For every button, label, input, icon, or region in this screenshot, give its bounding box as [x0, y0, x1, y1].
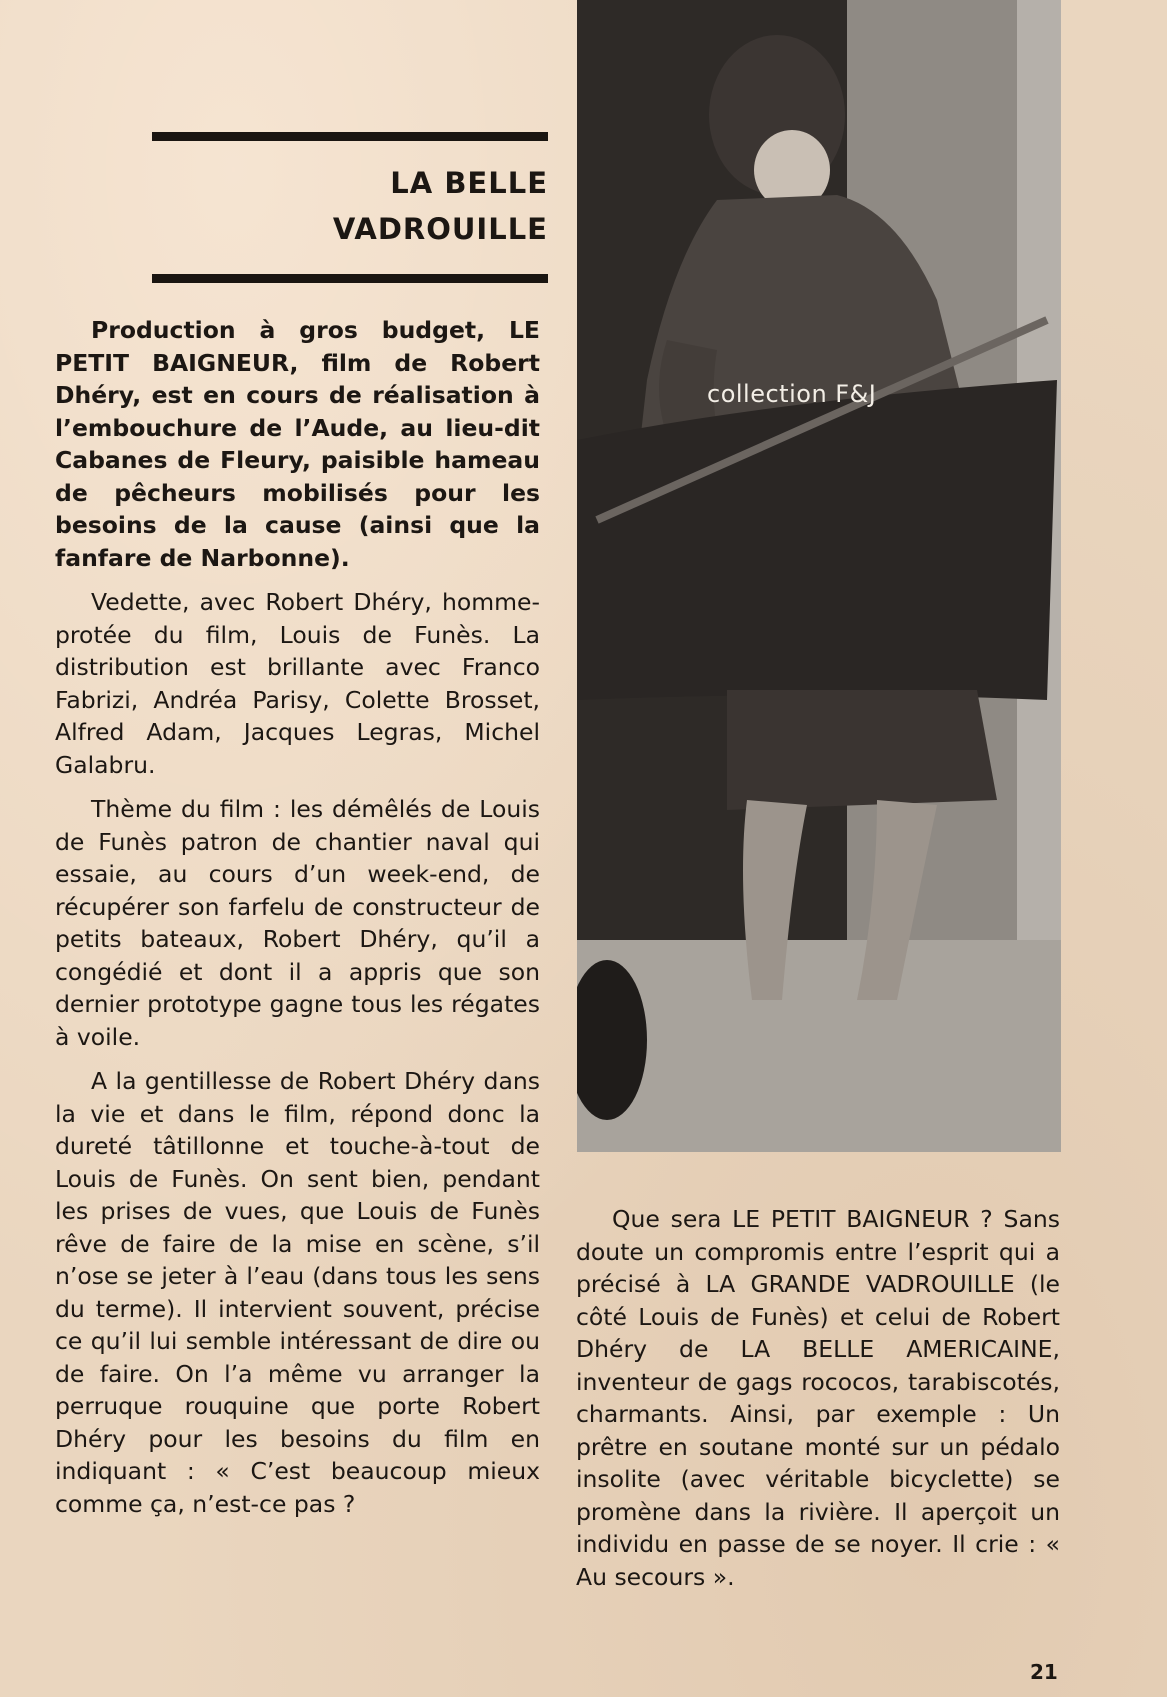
headline-rule-bottom: [152, 274, 548, 283]
headline-rule-top: [152, 132, 548, 141]
headline: [152, 160, 548, 252]
photo-illustration: [577, 0, 1061, 1152]
headline-line-2: VADROUILLE: [332, 212, 548, 246]
article-right-column: [576, 1203, 1060, 1593]
article-lead-paragraph: Production à gros budget, LE PETIT BAIGNEUR, film de Robert Dhéry, est en cours de réalisation à l’embouchure de l’Aude, au lieu-dit Cabanes de Fleury, paisible hameau de pêcheurs mobilisés pour les besoins de la cause (ainsi que la fanfare de Narbonne).: [55, 316, 540, 572]
article-left-column: [55, 314, 540, 1532]
page-number: 21: [1030, 1660, 1058, 1684]
article-paragraph: Vedette, avec Robert Dhéry, homme-protée du film, Louis de Funès. La distribution est brillante avec Franco Fabrizi, Andréa Parisy, Colette Brosset, Alfred Adam, Jacques Legras, Michel Galabru.: [55, 588, 540, 779]
film-still-photo: [577, 0, 1061, 1152]
article-paragraph: Que sera LE PETIT BAIGNEUR ? Sans doute un compromis entre l’esprit qui a précisé à LA GRANDE VADROUILLE (le côté Louis de Funès) et celui de Robert Dhéry de LA BELLE AMERICAINE, inventeur de gags rococos, tarabiscotés, charmants. Ainsi, par exemple : Un prêtre en soutane monté sur un pédalo insolite (avec véritable bicyclette) se promène dans la rivière. Il aperçoit un individu en passe de se noyer. Il crie : « Au secours ».: [576, 1205, 1060, 1591]
watermark-text: collection F&J: [707, 380, 877, 408]
article-paragraph: Thème du film : les démêlés de Louis de Funès patron de chantier naval qui essaie, au cours d’un week-end, de récupérer son farfelu de constructeur de petits bateaux, Robert Dhéry, qu’il a congédié et dont il a appris que son dernier prototype gagne tous les régates à voile.: [55, 795, 540, 1051]
headline-line-1: LA BELLE: [390, 166, 548, 200]
article-paragraph: A la gentillesse de Robert Dhéry dans la vie et dans le film, répond donc la dureté tâtillonne et touche-à-tout de Louis de Funès. On sent bien, pendant les prises de vues, que Louis de Funès rêve de faire de la mise en scène, s’il n’ose se jeter à l’eau (dans tous les sens du terme). Il intervient souvent, précise ce qu’il lui semble intéressant de dire ou de faire. On l’a même vu arranger la perruque rouquine que porte Robert Dhéry pour les besoins du film en indiquant : « C’est beaucoup mieux comme ça, n’est-ce pas ?: [55, 1067, 540, 1518]
